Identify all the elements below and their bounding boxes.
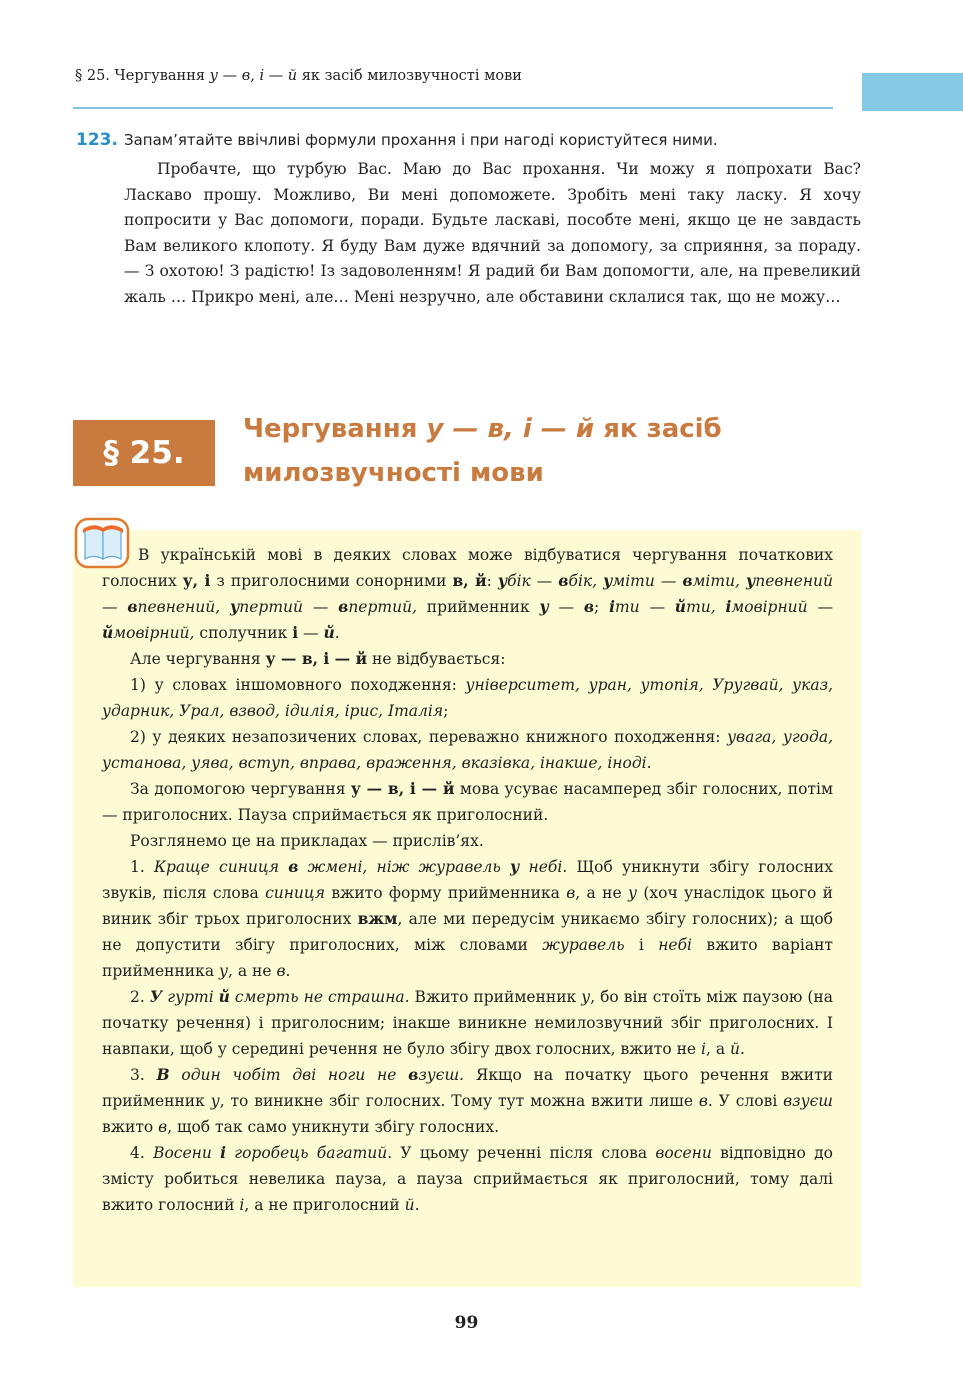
exercise-task: Запам’ятайте ввічливі формули прохання і при нагоді користуйтеся ними.: [124, 131, 718, 149]
theory-paragraph: 3. В один чобіт дві ноги не взуєш. Якщо на початку цього речення вжити прийменник у, то виникне збіг голосних. Тому тут можна вжити лише в. У слові взуєш вжито в, щоб так само уникнути збігу голосних.: [102, 1065, 834, 1136]
page-number: 99: [454, 1313, 479, 1333]
theory-paragraph: Але чергування у — в, і — й не відбувається:: [130, 649, 506, 668]
theory-text: [102, 542, 833, 1218]
theory-paragraph: 1) у словах іншомовного походження: університет, уран, утопія, Уругвай, указ, ударник, Урал, взвод, ідилія, ірис, Італія;: [102, 676, 833, 720]
section-title: Чергування у — в, і — й як засіб милозвучності мови: [243, 414, 722, 488]
theory-paragraph: 1. Краще синиця в жмені, ніж журавель у небі. Щоб уникнути збігу голосних звуків, після слова синиця вжито форму прийменника в, а не у (хоч унаслідок цього й виник збіг трьох приголосних вжм, але ми передусім уникаємо збігу голосних); а щоб не допустити збігу приголосних, між словами журавель і небі вжито варіант прийменника у, а не в.: [102, 857, 833, 980]
header-tab-decoration: [862, 73, 963, 111]
theory-paragraph: 2. У гурті й смерть не страшна. Вжито прийменник у, бо він стоїть між паузою (на початку речення) і приголосним; інакше виникне немилозвучний збіг приголосних. І навпаки, щоб у середині речення не було збігу двох голосних, вжито не і, а й.: [102, 987, 833, 1058]
exercise-text: Пробачте, що турбую Вас. Маю до Вас прохання. Чи можу я попрохати Вас? Ласкаво прошу. Можливо, Ви мені допоможете. Зробіть мені таку ласку. Я хочу попросити у Вас допомоги, поради. Будьте ласкаві, пособте мені, якщо це не завдасть Вам великого клопоту. Я буду Вам дуже вдячний за допомогу, за сприяння, за пораду. — З охотою! З радістю! Із задоволенням! Я радий би Вам допомогти, але, на превеликий жаль … Прикро мені, але… Мені незручно, але обставини склалися так, що не можу…: [124, 160, 861, 306]
theory-paragraph: 4. Восени і горобець багатий. У цьому реченні після слова восени відповідно до змісту робиться невелика пауза, а пауза сприймається як приголосний, тому далі вжито голосний і, а не приголосний й.: [102, 1143, 833, 1214]
theory-paragraph: 2) у деяких незапозичених словах, переважно книжного походження: увага, угода, установа, уява, вступ, вправа, враження, вказівка, інакше, іноді.: [102, 728, 833, 772]
theory-paragraph: За допомогою чергування у — в, і — й мова усуває насамперед збіг голосних, потім — приголосних. Пауза сприймається як приголосний.: [102, 779, 833, 824]
header-rule: [73, 107, 833, 109]
exercise-number: 123.: [76, 130, 118, 150]
running-header: § 25. Чергування у — в, і — й як засіб милозвучності мови: [75, 68, 522, 84]
section-number-badge: § 25.: [73, 420, 215, 486]
theory-paragraph: Розглянемо це на прикладах — прислів’ях.: [130, 832, 484, 850]
theory-paragraph: В українській мові в деяких словах може відбуватися чергування початкових голосних у, і з приголосними сонорними в, й: убік — вбік, уміти — вміти, упевнений — впевнений, упертий — впертий, прийменник у — в; іти — йти, імовірний — ймовірний, сполучник і — й.: [102, 546, 834, 642]
